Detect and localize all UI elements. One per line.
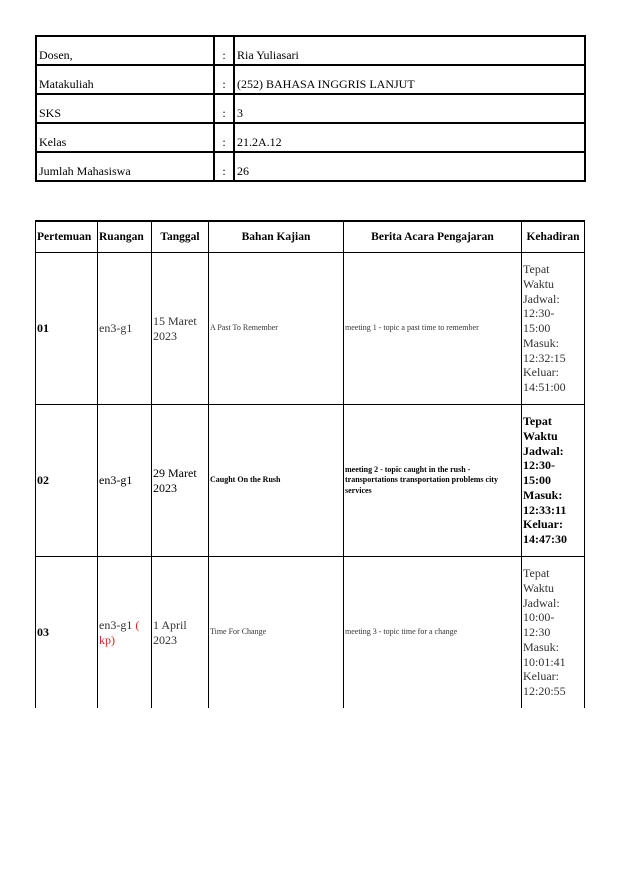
info-row-kelas [36,123,585,152]
att-line: 14:47:30 [523,532,567,547]
att-line: Tepat [523,413,552,428]
cell-kehadiran [522,557,585,709]
att-line: Tepat [523,261,550,276]
att-line: Waktu [523,428,558,443]
info-value: 3 [234,94,585,123]
cell-tanggal: 1 April 2023 [152,557,209,709]
cell-ruangan [98,405,152,557]
header-row [36,221,585,253]
att-line: 10:00- [523,610,555,625]
cell-tanggal: 29 Maret 2023 [152,405,209,557]
info-value: Ria Yuliasari [234,36,585,65]
cell-bahan-kajian: A Past To Remember [209,253,344,405]
info-label: Matakuliah [36,65,214,94]
att-line: Jadwal: [523,443,564,458]
att-line: 12:32:15 [523,350,566,365]
info-label: Dosen, [36,36,214,65]
att-line: Waktu [523,276,555,291]
info-separator: : [214,123,234,152]
table-row [36,405,585,557]
room-tag: ( kp) [99,617,140,647]
att-line: Jadwal: [523,595,560,610]
info-row-jumlah-mahasiswa [36,152,585,181]
info-value: 21.2A.12 [234,123,585,152]
att-line: Keluar: [523,517,563,532]
cell-kehadiran [522,253,585,405]
cell-bahan-kajian: Caught On the Rush [209,405,344,557]
att-line: 10:01:41 [523,654,566,669]
att-line: Keluar: [523,365,559,380]
table-row [36,557,585,709]
info-value: 26 [234,152,585,181]
att-line: Keluar: [523,669,559,684]
info-separator: : [214,36,234,65]
course-info-table [35,35,586,182]
info-label: SKS [36,94,214,123]
info-row-matakuliah [36,65,585,94]
header-pertemuan: Pertemuan [36,221,98,253]
info-value: (252) BAHASA INGGRIS LANJUT [234,65,585,94]
cell-pertemuan: 01 [36,253,98,405]
cell-berita-acara: meeting 1 - topic a past time to remember [344,253,522,405]
att-line: 15:00 [523,321,551,336]
info-row-sks [36,94,585,123]
cell-tanggal: 15 Maret 2023 [152,253,209,405]
att-line: Waktu [523,580,555,595]
att-line: Masuk: [523,335,559,350]
att-line: 15:00 [523,473,551,488]
cell-pertemuan: 02 [36,405,98,557]
att-line: 12:33:11 [523,502,567,517]
att-line: Masuk: [523,639,559,654]
attendance-table [35,220,585,708]
table-row [36,253,585,405]
header-berita-acara: Berita Acara Pengajaran [344,221,522,253]
att-line: Tepat [523,565,550,580]
info-separator: : [214,94,234,123]
att-line: Masuk: [523,487,563,502]
room-name: en3-g1 [99,617,133,632]
cell-berita-acara: meeting 3 - topic time for a change [344,557,522,709]
cell-ruangan [98,557,152,709]
cell-berita-acara: meeting 2 - topic caught in the rush - transportations transportation problems city services [344,405,522,557]
info-label: Jumlah Mahasiswa [36,152,214,181]
info-label: Kelas [36,123,214,152]
header-bahan-kajian: Bahan Kajian [209,221,344,253]
header-kehadiran: Kehadiran [522,221,585,253]
att-line: 12:20:55 [523,684,566,699]
att-line: 12:30 [523,625,551,640]
cell-kehadiran [522,405,585,557]
att-line: 12:30- [523,306,555,321]
att-line: Jadwal: [523,291,560,306]
cell-ruangan [98,253,152,405]
header-tanggal: Tanggal [152,221,209,253]
cell-bahan-kajian: Time For Change [209,557,344,709]
info-separator: : [214,65,234,94]
att-line: 14:51:00 [523,380,566,395]
att-line: 12:30- [523,458,555,473]
header-ruangan: Ruangan [98,221,152,253]
cell-pertemuan: 03 [36,557,98,709]
info-separator: : [214,152,234,181]
room-name: en3-g1 [99,321,133,336]
info-row-dosen [36,36,585,65]
room-name: en3-g1 [99,473,133,488]
